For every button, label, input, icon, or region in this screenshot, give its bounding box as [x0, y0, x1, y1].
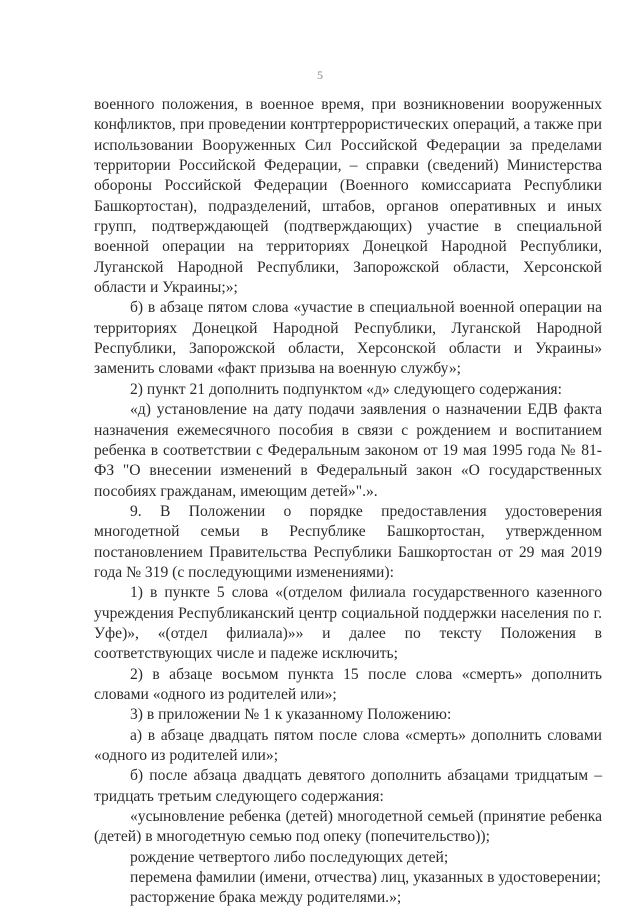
document-body — [94, 95, 602, 909]
paragraph: расторжение брака между родителями.»; — [130, 889, 402, 907]
paragraph: 2) пункт 21 дополнить подпунктом «д» следующего содержания: — [130, 380, 562, 398]
paragraph: 9. В Положении о порядке предоставления удостоверения многодетной семьи в Республике Башкортостан, утвержденном постановлением Правительства Республики Башкортостан от 29 мая 2019 года № 319 (с последующими изменениями): — [94, 502, 602, 581]
paragraph: «д) установление на дату подачи заявления о назначении ЕДВ факта назначения ежемесячного пособия в связи с рождением и воспитанием ребенка в соответствии с Федеральным законом от 19 мая 1995 года № 81-ФЗ "О внесении изменений в Федеральный закон «О государственных пособиях гражданам, имеющим детей»".». — [94, 401, 602, 500]
paragraph: рождение четвертого либо последующих детей; — [130, 848, 449, 866]
paragraph: а) в абзаце двадцать пятом после слова «смерть» дополнить словами «одного из родителей или»; — [94, 726, 602, 764]
paragraph: б) после абзаца двадцать девятого дополнить абзацами тридцатым – тридцать третьим следующего содержания: — [94, 767, 602, 805]
paragraph: 3) в приложении № 1 к указанному Положению: — [130, 706, 452, 724]
paragraph: перемена фамилии (имени, отчества) лиц, указанных в удостоверении; — [130, 869, 601, 887]
paragraph: «усыновление ребенка (детей) многодетной семьей (принятие ребенка (детей) в многодетную семью под опеку (попечительство)); — [94, 808, 602, 846]
paragraph: б) в абзаце пятом слова «участие в специальной военной операции на территориях Донецкой Народной Республики, Луганской Народной Республики, Запорожской области, Херсонской области и Украины» заменить словами «факт призыва на военную службу»; — [94, 299, 602, 378]
page-number: 5 — [317, 68, 323, 82]
paragraph: 2) в абзаце восьмом пункта 15 после слова «смерть» дополнить словами «одного из родителей или»; — [94, 665, 602, 703]
paragraph: военного положения, в военное время, при возникновении вооруженных конфликтов, при проведении контртеррористических операций, а также при использовании Вооруженных Сил Российской Федерации за пределами территории Российской Федерации, – справки (сведений) Министерства обороны Российской Федерации (Военного комиссариата Республики Башкортостан), подразделений, штабов, органов оперативных и иных групп, подтверждающей (подтверждающих) участие в специальной военной операции на территориях Донецкой Народной Республики, Луганской Народной Республики, Запорожской области, Херсонской области и Украины;»; — [94, 96, 602, 297]
paragraph: 1) в пункте 5 слова «(отделом филиала государственного казенного учреждения Республиканский центр социальной поддержки населения по г. Уфе)», «(отдел филиала)»» и далее по тексту Положения в соответствующих числе и падеже исключить; — [94, 584, 602, 663]
